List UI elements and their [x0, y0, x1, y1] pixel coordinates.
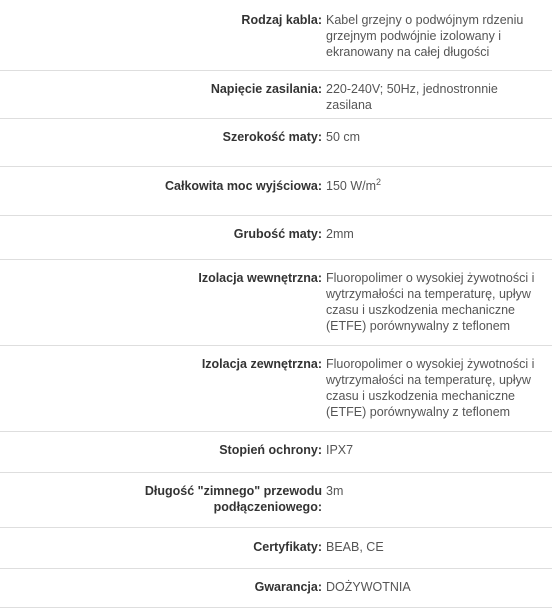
spec-row	[0, 119, 552, 167]
spec-value: 2mm	[326, 216, 552, 260]
spec-label: Certyfikaty:	[0, 528, 326, 569]
spec-label: Izolacja zewnętrzna:	[0, 346, 326, 432]
spec-value: 3m	[326, 473, 552, 528]
spec-label: Napięcie zasilania:	[0, 71, 326, 119]
spec-value: Fluoropolimer o wysokiej żywotności i wytrzymałości na temperaturę, upływ czasu i uszkodzenia mechaniczne (ETFE) porównywalny z teflonem	[326, 346, 552, 432]
spec-row	[0, 473, 552, 528]
spec-value: DOŻYWOTNIA	[326, 569, 552, 608]
spec-value: Kabel grzejny o podwójnym rdzeniu grzejnym podwójnie izolowany i ekranowany na całej długości	[326, 0, 552, 71]
spec-label: Gwarancja:	[0, 569, 326, 608]
spec-value: BEAB, CE	[326, 528, 552, 569]
spec-value: Fluoropolimer o wysokiej żywotności i wytrzymałości na temperaturę, upływ czasu i uszkodzenia mechaniczne (ETFE) porównywalny z teflonem	[326, 260, 552, 346]
spec-row	[0, 432, 552, 473]
spec-value: IPX7	[326, 432, 552, 473]
power-unit-exponent: 2	[376, 176, 382, 187]
spec-row	[0, 216, 552, 260]
spec-value	[326, 167, 552, 216]
spec-label: Szerokość maty:	[0, 119, 326, 167]
spec-row	[0, 71, 552, 119]
spec-value: 220-240V; 50Hz, jednostronnie zasilana	[326, 71, 552, 119]
spec-value: 50 cm	[326, 119, 552, 167]
spec-label: Rodzaj kabla:	[0, 0, 326, 71]
power-value: 150 W/m	[326, 179, 377, 193]
spec-row	[0, 167, 552, 216]
spec-row	[0, 528, 552, 569]
spec-row	[0, 346, 552, 432]
spec-row	[0, 260, 552, 346]
spec-label: Stopień ochrony:	[0, 432, 326, 473]
spec-label: Długość "zimnego" przewodu podłączeniowego:	[0, 473, 326, 528]
spec-row	[0, 0, 552, 71]
spec-row	[0, 569, 552, 608]
spec-label: Izolacja wewnętrzna:	[0, 260, 326, 346]
spec-label: Grubość maty:	[0, 216, 326, 260]
spec-label: Całkowita moc wyjściowa:	[0, 167, 326, 216]
